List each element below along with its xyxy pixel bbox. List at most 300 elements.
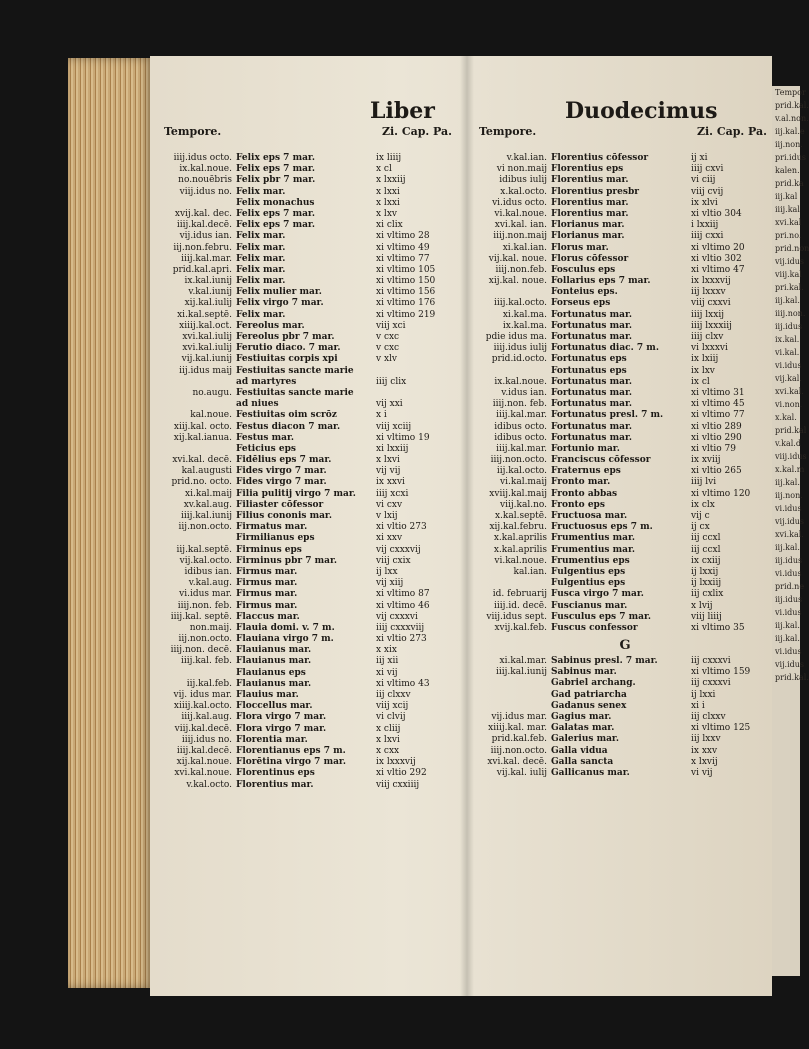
date-cell [475,678,551,689]
name-cell: Sabinus presl. 7 mar. [551,656,658,667]
index-entry [160,701,460,712]
index-entry [160,477,460,488]
facing-page-text: iij.non. [775,491,803,500]
reference-cell: xi vltio 292 [376,768,427,779]
facing-page-text: ix.kal. [775,335,800,344]
date-cell: kal.ian. [513,566,547,577]
date-cell: iiij.idus octo. [173,153,232,163]
reference-cell: ij lxxi [691,689,716,700]
name-cell: Filius cononis mar. [236,511,332,521]
reference-cell: xi vltimo 35 [691,622,745,633]
name-cell: Feticius eps [236,443,296,454]
index-entry [475,175,775,186]
reference-cell: iij lxxxv [691,287,726,298]
reference-cell: x xix [376,645,397,656]
index-entry [160,276,460,287]
name-cell: ad niues [236,399,279,410]
name-cell: Galla sancta [551,756,614,767]
index-entry [160,589,460,600]
reference-cell: ix xxv [691,745,718,756]
index-entry [475,477,775,488]
name-cell: Felix virgo 7 mar. [236,298,324,309]
name-cell: Flora virgo 7 mar. [236,723,327,734]
reference-cell: vi clvij [376,712,406,723]
index-entry [475,276,775,287]
reference-cell: iij xii [376,656,399,667]
reference-cell: viij cvij [691,186,724,197]
date-cell: non.maij. [189,622,232,633]
date-cell: ix.kal.iunij [184,276,232,287]
index-entry [160,433,460,444]
date-cell: xij.kal.febru. [489,522,547,533]
reference-cell: vij cxxxvij [376,544,421,555]
index-entry [475,500,775,511]
name-cell: Florus mar. [551,242,609,253]
facing-page-text: prid.kal. [775,673,809,682]
date-cell: xij.kal.noue. [176,757,232,768]
name-cell: Felix mar. [236,231,286,242]
reference-cell: vij c [691,511,710,521]
date-cell: iiij.id. decē. [494,600,547,611]
facing-page-text: iij.non. [775,140,803,149]
date-cell: iiij.kal.decē. [176,745,232,756]
name-cell: Fortunio mar. [551,443,620,454]
name-cell: Fortunatus eps [551,365,627,376]
reference-cell: iiij cxxi [691,231,724,242]
reference-cell: xi vltimo 125 [691,723,751,734]
running-head-right: Duodecimus [565,98,718,124]
index-entry [475,399,775,410]
date-cell: iiij.kal.aug. [181,712,232,723]
index-entry [160,679,460,690]
date-cell: iij.kal.septē. [176,544,232,555]
facing-page-text: iiij.kal [775,205,800,214]
name-cell: Florus cōfessor [551,253,629,264]
date-cell: xvij.kal. dec. [174,208,232,219]
date-cell: xv.kal.aug. [183,499,232,510]
reference-cell: viij xciij [376,421,412,432]
reference-cell: xi vltimo 77 [376,253,430,264]
facing-page-text: vij.kal. [775,374,802,383]
date-cell: iij.non.febru. [173,242,232,253]
date-cell: iiij.kal.mar. [496,443,547,454]
index-entries-g [475,656,775,779]
date-cell: idibus ian. [184,566,232,577]
name-cell: Felix mulier mar. [236,287,322,298]
index-entry [475,455,775,466]
name-cell: Fortunatus mar. [551,320,633,331]
index-entry [475,366,775,377]
index-entry [475,332,775,343]
name-cell: Firminus eps [236,544,302,555]
date-cell: ix.kal.ma. [502,320,547,331]
name-cell: Felix mar. [236,253,286,264]
facing-page-text: iij.kal. [775,543,800,552]
name-cell: Flaccus mar. [236,611,300,622]
name-cell: Felix mar. [236,276,286,287]
index-entry [160,332,460,343]
name-cell: Gad patriarcha [551,689,627,700]
date-cell [160,533,236,544]
facing-page-text: xvi.kal. [775,387,804,396]
date-cell: xi.kal.mar. [499,656,547,667]
date-cell: xi.kal.ian. [502,242,547,253]
reference-cell [376,366,456,377]
name-cell: Felix eps 7 mar. [236,164,315,175]
reference-cell: xi vltimo 28 [376,231,430,242]
facing-page-text: v.al.non. [775,114,809,123]
reference-cell: v lxij [376,511,398,521]
reference-cell: xi vltimo 45 [691,399,745,410]
name-cell: Sabinus mar. [551,667,617,678]
index-entry [475,768,775,779]
index-entry [160,354,460,365]
index-entry [475,489,775,500]
date-cell: xiij.kal. octo. [173,421,232,432]
reference-cell: iij clxxv [691,712,726,722]
index-entry [475,164,775,175]
name-cell: Flauianus eps [236,667,306,678]
index-entry [475,410,775,421]
date-cell: iij.kal.octo. [496,466,547,477]
date-cell: iiij.non.octo. [490,455,547,466]
index-entry [475,612,775,623]
date-cell: iij.non.octo. [178,522,232,533]
reference-cell: iiij lxxij [691,309,724,320]
name-cell: Fortunatus mar. [551,376,633,387]
date-cell: iiij.non.feb. [495,264,547,275]
reference-cell: xi vltimo 150 [376,276,436,287]
reference-cell: ix xlvi [691,197,718,208]
index-entry [160,634,460,645]
name-cell: Forseus eps [551,298,611,309]
name-cell: Firmatus mar. [236,522,308,533]
reference-cell: v xlv [376,354,397,365]
name-cell: Florentia mar. [236,734,308,745]
name-cell: Fereolus pbr 7 mar. [236,332,335,342]
reference-cell: xi vltio 273 [376,522,427,533]
date-cell [475,701,551,712]
index-entry [160,422,460,433]
date-cell: ix.kal.noue. [179,164,232,175]
column-header-book-chapter-page: Zi. Cap. Pa. [381,125,452,138]
date-cell: kal.noue. [190,410,232,421]
date-cell: vij.idus ian. [179,231,232,242]
name-cell: ad martyres [236,376,297,387]
date-cell: iiij.kal.octo. [493,298,547,309]
date-cell: vi.kal.maij [500,477,547,488]
reference-cell: vij vij [376,466,401,477]
date-cell: no.augu. [192,387,232,398]
date-cell: iij.non.octo. [178,634,232,645]
date-cell: xviij.kal.maij [489,488,547,499]
name-cell: Fortunatus presl. 7 m. [551,410,664,421]
name-cell: Felix mar. [236,186,286,197]
facing-page-text: prid.kal [775,426,807,435]
index-entry [160,656,460,667]
index-entry [475,712,775,723]
facing-page-text: xvi.kal [775,218,802,227]
reference-cell: iij lxxv [691,734,721,745]
reference-cell: ix lxxxvij [691,276,731,287]
name-cell: Fronto abbas [551,488,618,499]
reference-cell: xi vltimo 31 [691,387,745,398]
index-entry [160,601,460,612]
index-entry [475,533,775,544]
date-cell: iiij.kal.iunij [181,511,232,521]
index-entry [475,433,775,444]
index-entry [160,343,460,354]
reference-cell: vij cxxxvi [376,611,418,622]
date-cell: viij.idus sept. [486,611,547,622]
name-cell: Felix mar. [236,264,286,275]
reference-cell: iiij xcxi [376,488,409,499]
reference-cell: viij cxix [376,555,411,566]
reference-cell: xi vltimo 159 [691,667,751,678]
name-cell: Fereolus mar. [236,320,305,331]
name-cell: Firmilianus eps [236,533,315,544]
index-entry [160,254,460,265]
date-cell: iiij.kal.iunij [496,667,547,678]
date-cell: iij.kal.feb. [186,678,232,689]
index-entry [160,455,460,466]
column-header [475,125,775,143]
reference-cell: xi vltio 302 [691,253,742,264]
facing-page-text: vi.idus [775,504,802,513]
index-entry [160,209,460,220]
facing-page-text: vi.kal. [775,348,800,357]
index-entry [160,645,460,656]
reference-cell: iiij clxv [691,332,724,342]
reference-cell: x lxxiij [376,175,406,186]
reference-cell: iij cxxxvi [691,678,731,689]
date-cell [160,377,236,388]
facing-page-text: kalen. [775,166,800,175]
date-cell: xvi.kal.iulij [182,332,232,342]
reference-cell: x lxxi [376,186,400,197]
date-cell: vij.kal.octo. [179,555,232,566]
column-header-book-chapter-page: Zi. Cap. Pa. [696,125,767,138]
name-cell: Flauiana virgo 7 m. [236,634,334,645]
name-cell: Fortunatus eps [551,354,627,365]
reference-cell: v cxc [376,343,400,354]
reference-cell: viij cxxvi [691,298,731,309]
name-cell: Florentius mar. [551,208,629,219]
index-entry [475,589,775,600]
reference-cell: vij xxi [376,399,403,410]
date-cell [160,198,236,209]
index-entry [160,153,460,164]
date-cell: v.idus ian. [501,387,547,398]
date-cell [160,399,236,410]
reference-cell: x cl [376,164,392,175]
name-cell: Felix eps 7 mar. [236,208,315,219]
name-cell: Fructuosa mar. [551,511,628,521]
name-cell: Fulgentius eps [551,578,626,589]
facing-page-text: iij.kal. [775,634,800,643]
index-entry [160,668,460,679]
name-cell: Firmus mar. [236,566,298,577]
name-cell: Florianus mar. [551,220,625,231]
date-cell: iiij.idus no. [181,734,232,745]
reference-cell: xi xxv [376,533,403,544]
index-entry [160,768,460,779]
reference-cell: ix clx [691,499,715,510]
name-cell: Firmus mar. [236,589,298,600]
index-entries [475,153,775,634]
index-entry [160,310,460,321]
index-entry [475,522,775,533]
book-page-edges [68,58,154,988]
date-cell: vi.idus mar. [179,589,232,600]
facing-page-text: Tempor [775,88,806,97]
name-cell: Fulgentius eps [551,566,626,577]
index-entry [475,321,775,332]
index-entry [475,265,775,276]
date-cell: vi non.maij [496,164,547,175]
date-cell: v.kal.iunij [188,287,232,298]
name-cell: Flauianus mar. [236,656,312,667]
date-cell [160,668,236,679]
index-entry [475,556,775,567]
reference-cell: xi vltio 290 [691,432,742,443]
date-cell: x.kal.aprilis [493,533,547,544]
reference-cell: xi vltimo 176 [376,298,436,309]
reference-cell: x lxvi [376,455,400,466]
name-cell: Frumentius mar. [551,533,636,544]
name-cell: Frumentius eps [551,555,630,566]
index-entry [475,388,775,399]
name-cell: Fuscianus mar. [551,600,628,611]
reference-cell: ix liiij [376,153,402,163]
index-entry [475,623,775,634]
facing-page-text: vij.idus [775,660,805,669]
index-entry [475,701,775,712]
date-cell: vij.kal. noue. [488,253,547,264]
facing-page-text: pri.no. [775,231,802,240]
index-entry [160,567,460,578]
reference-cell [376,388,456,399]
date-cell: xiiij.kal. mar. [488,723,547,734]
name-cell: Flora virgo 7 mar. [236,712,327,723]
name-cell: Galla vidua [551,745,608,756]
facing-page-text: prid.ka [775,179,804,188]
index-entry [475,187,775,198]
facing-page-text: iij.idus [775,556,803,565]
name-cell: Florentius eps [551,164,624,175]
index-entry [475,690,775,701]
index-entry [160,198,460,209]
index-entry [475,209,775,220]
index-entry [160,164,460,175]
name-cell: Franciscus cōfessor [551,455,651,466]
reference-cell: ij lxx [376,566,398,577]
reference-cell: vij xiij [376,578,404,589]
index-entry [160,522,460,533]
reference-cell: viij cxxiiij [376,779,420,790]
name-cell: Florentius mar. [551,175,629,186]
reference-cell: xi vltimo 219 [376,309,436,320]
reference-cell: ix cl [691,376,710,387]
name-cell: Fortunatus mar. [551,399,633,410]
section-letter: G [619,638,631,654]
reference-cell: ix lxv [691,365,715,376]
date-cell [475,690,551,701]
index-entry [475,310,775,321]
name-cell: Fortunatus diac. 7 m. [551,343,659,354]
reference-cell: ij cx [691,522,710,533]
index-entry [475,723,775,734]
index-entry [475,220,775,231]
name-cell: Fortunatus mar. [551,387,633,398]
name-cell: Firmus mar. [236,578,298,589]
reference-cell: iiij cxvi [691,164,724,175]
date-cell: vi.idus octo. [492,197,547,208]
date-cell: pdie idus ma. [485,332,547,342]
index-entry [160,466,460,477]
name-cell: Florianus mar. [551,231,625,242]
date-cell: iiij.kal.mar. [496,410,547,421]
name-cell: Filiaster cōfessor [236,499,324,510]
index-entry [475,746,775,757]
reference-cell: v cxc [376,332,400,342]
index-entry [475,243,775,254]
name-cell: Felix monachus [236,197,315,208]
reference-cell: ij lxxiij [691,578,722,589]
facing-page-text: vij.idus [775,517,805,526]
reference-cell: iij ccxl [691,533,721,544]
date-cell: x.kal.octo. [500,186,547,197]
date-cell: xvi.kal. decē. [172,455,232,466]
reference-cell: xi lxxiij [376,443,409,454]
name-cell: Felix pbr 7 mar. [236,175,316,186]
date-cell: iiij.idus iulij [493,343,547,354]
name-cell: Felix eps 7 mar. [236,153,315,163]
reference-cell: viij liiij [691,611,722,622]
reference-cell: ix lxxxvij [376,757,416,768]
name-cell: Felix mar. [236,309,286,320]
name-cell: Fraternus eps [551,466,621,477]
reference-cell: iij ccxl [691,544,721,555]
reference-cell: ix lxiij [691,354,719,365]
name-cell: Gadanus senex [551,700,627,711]
index-entry [160,500,460,511]
facing-page-text: x.kal. [775,413,797,422]
reference-cell: ij xi [691,153,708,163]
index-entry [160,231,460,242]
reference-cell: x cxx [376,745,400,756]
reference-cell: x cliij [376,723,401,734]
date-cell: xvi.kal. ian. [494,220,547,231]
index-entry [160,399,460,410]
index-entry [475,287,775,298]
facing-page-text: viij.idus [775,452,807,461]
facing-page-text: iiij.non. [775,309,806,318]
name-cell: Festiuitas sancte marie [236,365,354,376]
facing-page-text: vi.non. [775,400,803,409]
reference-cell: ix xxvi [376,477,405,488]
index-entry [160,735,460,746]
name-cell: Festus diacon 7 mar. [236,421,341,432]
date-cell [475,366,551,377]
index-entry [475,466,775,477]
index-entry [160,489,460,500]
name-cell: Firminus pbr 7 mar. [236,555,338,566]
reference-cell: ix cxiij [691,555,721,566]
index-entry [160,511,460,522]
reference-cell: vi lxxxvi [691,343,728,354]
index-entry [475,656,775,667]
